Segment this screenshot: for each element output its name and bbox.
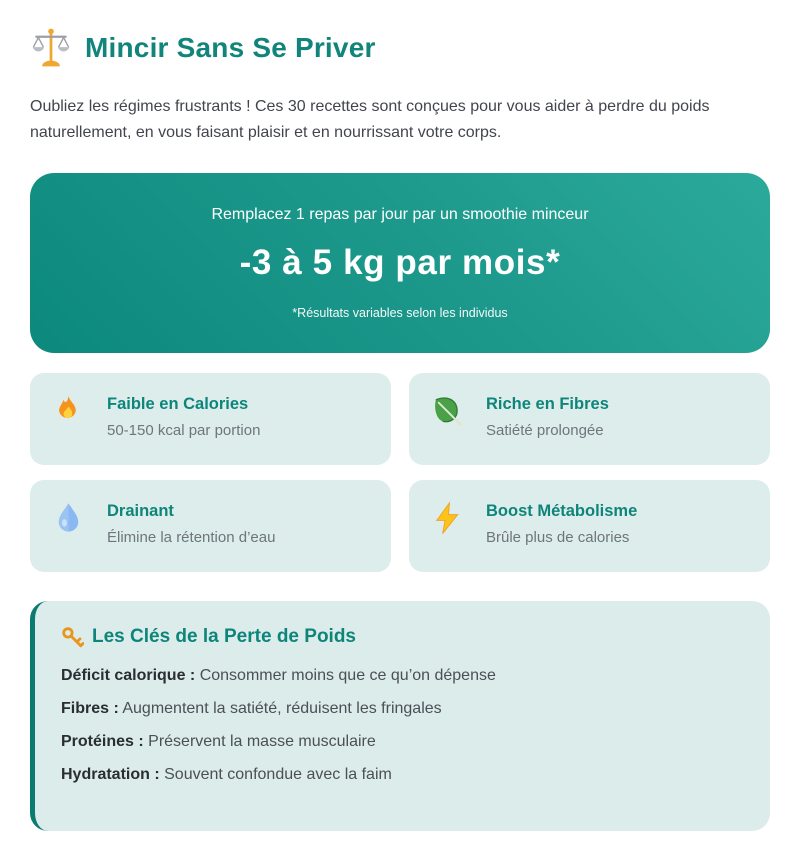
- banner-instruction: Remplacez 1 repas par jour par un smoothie minceur: [211, 205, 589, 223]
- feature-card-fibres: [409, 373, 770, 465]
- banner-disclaimer: *Résultats variables selon les individus: [292, 305, 508, 320]
- feature-text: [107, 393, 260, 439]
- feature-subtitle: Élimine la rétention d’eau: [107, 528, 276, 546]
- keys-card: [30, 601, 770, 831]
- feature-title: Boost Métabolisme: [486, 501, 638, 520]
- feature-text: [107, 500, 275, 546]
- balance-scale-icon: [30, 27, 72, 69]
- key-item-label: Protéines :: [61, 733, 144, 751]
- feature-grid: [30, 373, 770, 572]
- feature-title: Drainant: [107, 501, 174, 520]
- page-title: Mincir Sans Se Priver: [85, 32, 376, 63]
- keys-card-title: Les Clés de la Perte de Poids: [92, 626, 356, 648]
- feature-subtitle: Satiété prolongée: [486, 421, 604, 439]
- key-icon: [61, 626, 84, 649]
- feature-text: [486, 500, 637, 546]
- key-item-text: Consommer moins que ce qu’on dépense: [199, 666, 496, 684]
- feature-card-drainant: [30, 480, 391, 572]
- key-item: [61, 664, 740, 687]
- page-header: [30, 27, 770, 69]
- key-item-text: Souvent confondue avec la faim: [164, 766, 392, 784]
- feature-subtitle: 50-150 kcal par portion: [107, 421, 261, 439]
- fire-icon: [51, 394, 86, 429]
- feature-title: Faible en Calories: [107, 394, 249, 413]
- key-item: [61, 763, 740, 786]
- bolt-icon: [430, 501, 465, 536]
- promise-banner: [30, 173, 770, 353]
- feature-card-metabolisme: [409, 480, 770, 572]
- keys-card-header: [61, 626, 740, 649]
- key-item-text: Augmentent la satiété, réduisent les fringales: [122, 700, 442, 717]
- key-item: [61, 697, 740, 720]
- feature-card-calories: [30, 373, 391, 465]
- intro-paragraph: Oubliez les régimes frustrants ! Ces 30 recettes sont conçues pour vous aider à perdre du poids naturellement, en vous faisant plaisir et en nourrissant votre corps.: [30, 98, 710, 141]
- key-item: [61, 730, 740, 753]
- key-item-label: Fibres :: [61, 700, 119, 717]
- key-item-label: Hydratation :: [61, 766, 160, 784]
- key-item-label: Déficit calorique :: [61, 666, 196, 684]
- key-item-text: Préservent la masse musculaire: [148, 733, 376, 751]
- banner-weight-loss: -3 à 5 kg par mois*: [239, 242, 561, 282]
- droplet-icon: [51, 501, 86, 536]
- feature-title: Riche en Fibres: [486, 394, 609, 413]
- feature-subtitle: Brûle plus de calories: [486, 528, 630, 546]
- feature-text: [486, 393, 609, 439]
- keys-list: [61, 664, 740, 787]
- leaf-icon: [430, 394, 465, 429]
